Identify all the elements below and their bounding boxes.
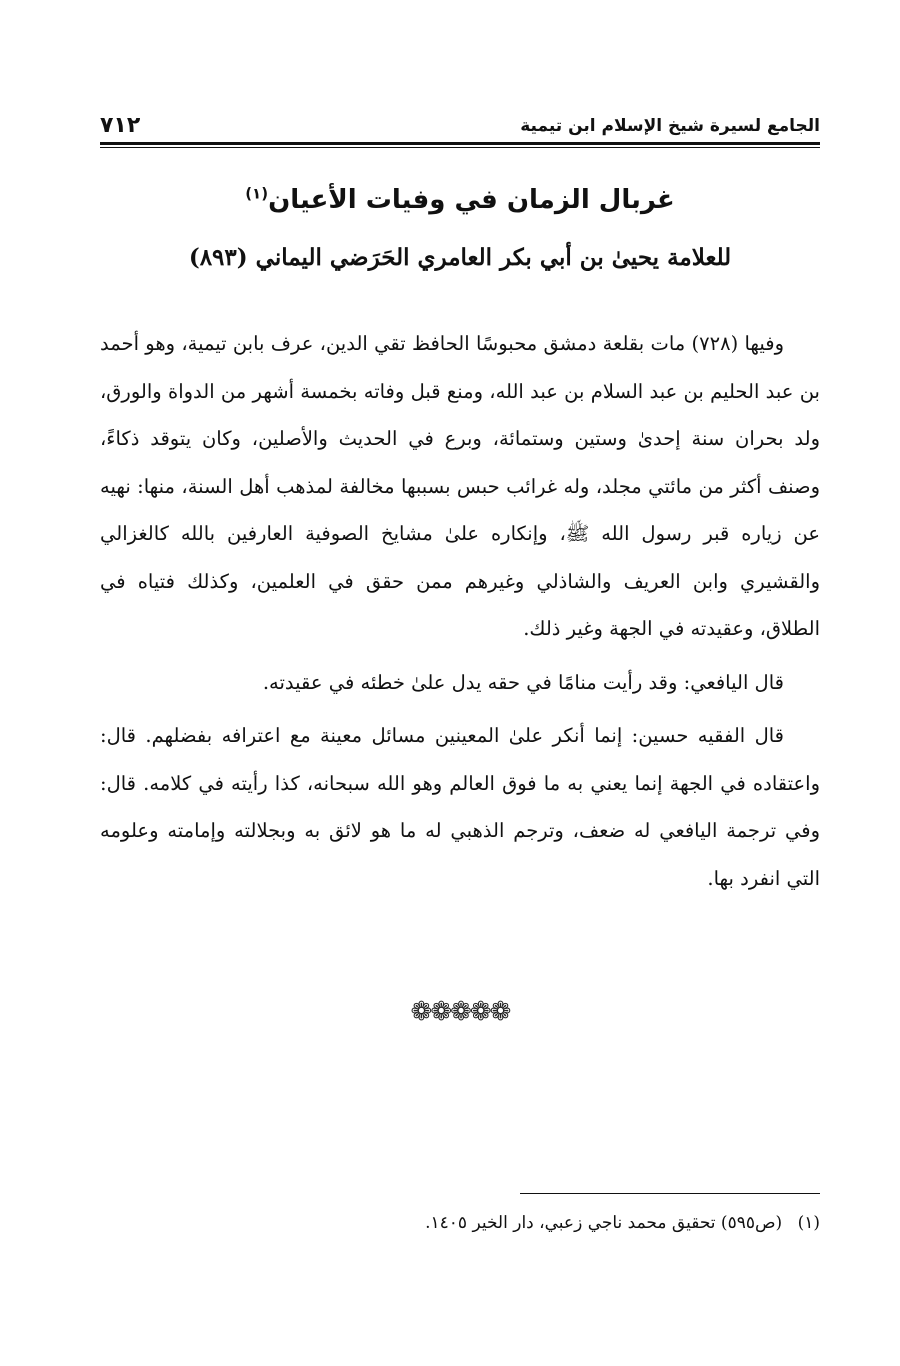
header-rule-thin	[100, 147, 820, 148]
footnote-marker: (١)	[797, 1213, 820, 1233]
footnote-text: (ص٥٩٥) تحقيق محمد ناجي زعبي، دار الخير ١٤٠٥.	[425, 1213, 783, 1233]
book-title-text: غربال الزمان في وفيات الأعيان	[268, 185, 675, 215]
paragraph-2: قال اليافعي: وقد رأيت منامًا في حقه يدل علىٰ خطئه في عقيدته.	[262, 670, 784, 694]
page-number: ٧١٢	[100, 113, 141, 138]
header-rule	[100, 142, 820, 145]
paragraph-1: وفيها (٧٢٨) مات بقلعة دمشق محبوسًا الحافظ تقي الدين، عرف بابن تيمية، وهو أحمد بن عبد الحليم بن عبد السلام بن عبد الله، ومنع قبل وفاته بخمسة أشهر من الدواة والورق، ولد بحران سنة إحدىٰ وستين وستمائة، وبرع في الحديث والأصلين، وكان يتوقد ذكاءً، وصنف أكثر من مائتي مجلد، وله غرائب حبس بسببها مخالفة لمذهب أهل السنة، منها: نهيه عن زياره قبر رسول الله ﷺ، وإنكاره علىٰ مشايخ الصوفية العارفين بالله كالغزالي والقشيري وابن العريف والشاذلي وغيرهم ممن حقق في العلمين، وكذلك فتياه في الطلاق، وعقيدته في الجهة وغير ذلك.	[100, 332, 820, 640]
author-line: للعلامة يحيىٰ بن أبي بكر العامري الحَرَضي اليماني (٨٩٣)	[188, 244, 732, 271]
running-header	[100, 112, 820, 144]
body-text	[100, 320, 820, 908]
book-title	[100, 178, 820, 222]
paragraph-3: قال الفقيه حسين: إنما أنكر علىٰ المعينين مسائل معينة مع اعترافه بفضلهم. قال: واعتقاده في الجهة إنما يعني به ما فوق العالم وهو الله سبحانه، كذا رأيته في كلامه. قال: وفي ترجمة اليافعي له ضعف، وترجم الذهبي له ما هو لائق به وبجلالته وإمامته وعلومه التي انفرد بها.	[100, 724, 820, 890]
running-title: الجامع لسيرة شيخ الإسلام ابن تيمية	[520, 116, 820, 136]
footnote-rule	[520, 1193, 820, 1194]
footnote-reference: (١)	[245, 184, 269, 203]
section-end-ornament: ❁❁❁❁❁	[410, 997, 510, 1027]
footnote	[100, 1206, 820, 1240]
